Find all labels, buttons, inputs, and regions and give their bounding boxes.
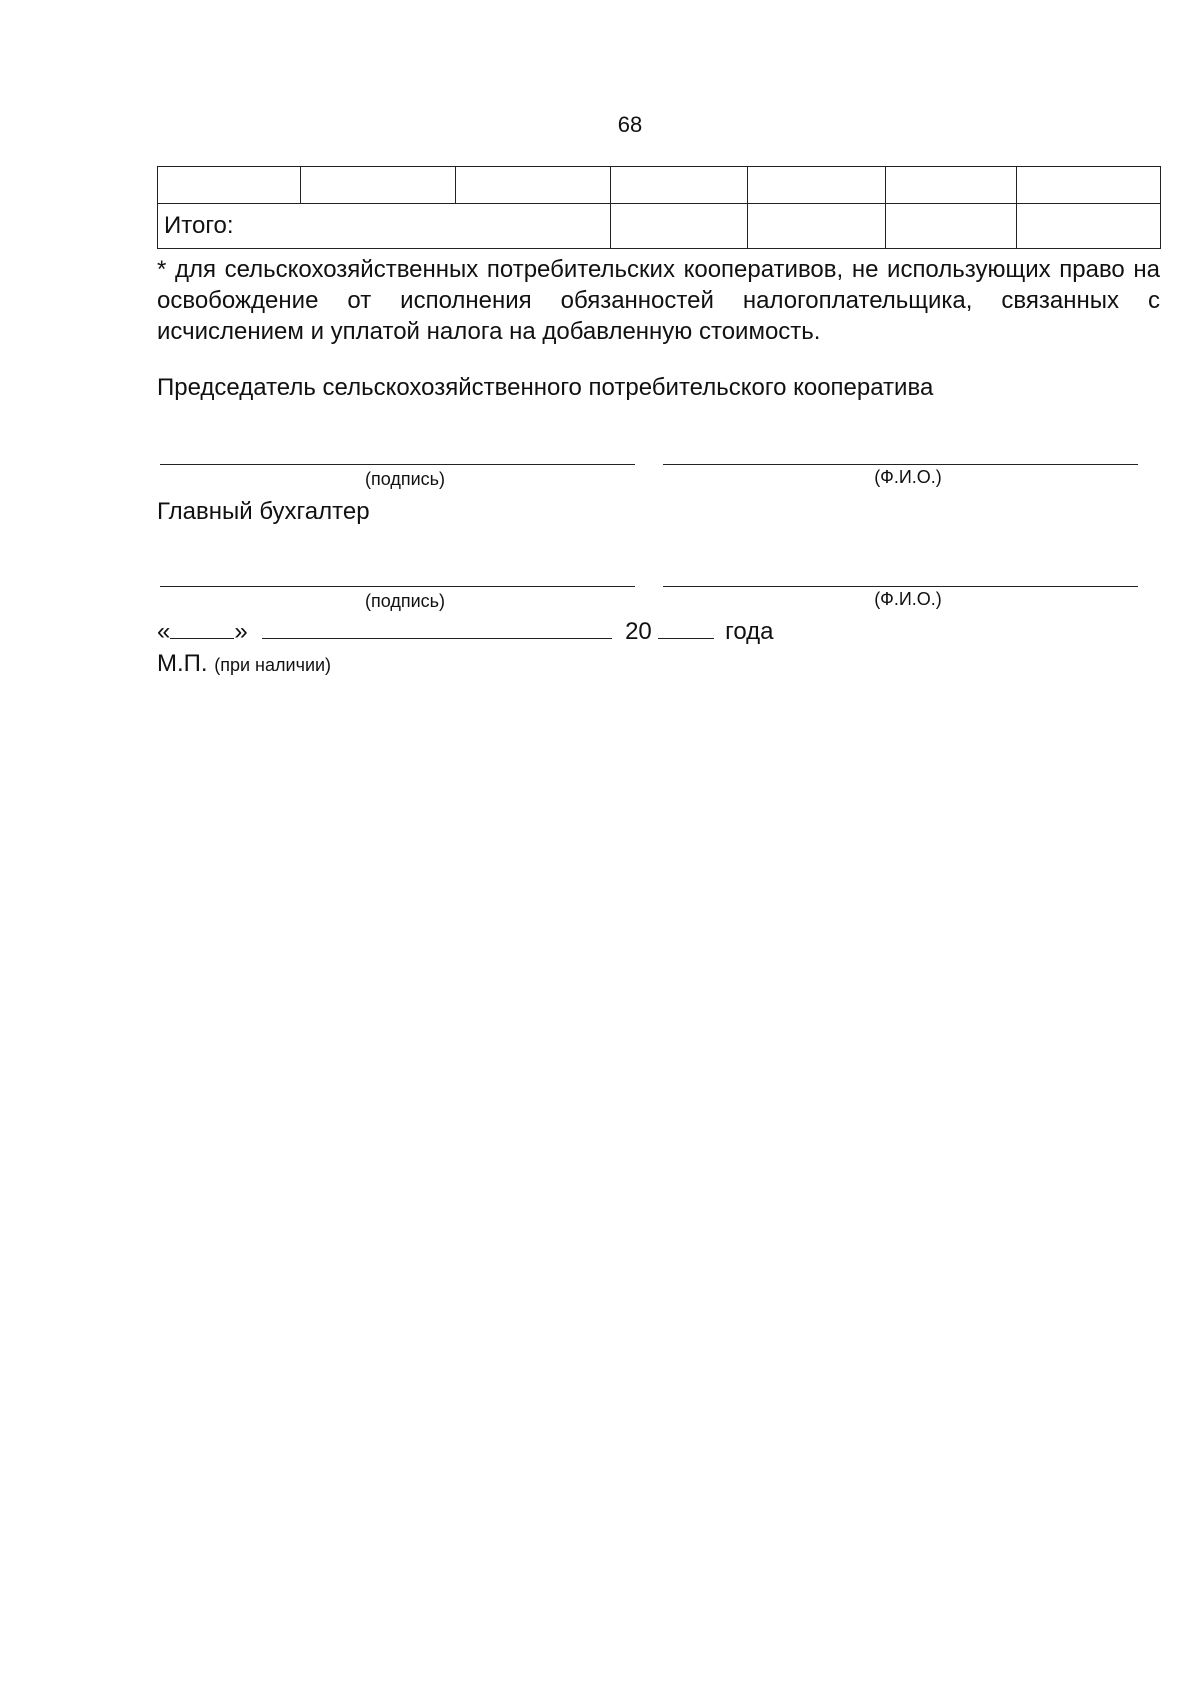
totals-table bbox=[157, 166, 1161, 249]
table-cell bbox=[456, 167, 611, 204]
page-number: 68 bbox=[617, 112, 643, 137]
date-line bbox=[157, 618, 774, 646]
table-cell bbox=[886, 167, 1017, 204]
table-cell bbox=[301, 167, 456, 204]
table-cell bbox=[748, 167, 886, 204]
accountant-signature-caption: (подпись) bbox=[364, 591, 446, 611]
chairman-name-caption: (Ф.И.О.) bbox=[874, 467, 942, 487]
year-blank bbox=[658, 618, 714, 639]
accountant-title: Главный бухгалтер bbox=[157, 498, 370, 525]
total-label: Итого: bbox=[158, 204, 611, 249]
table-cell bbox=[158, 167, 301, 204]
chairman-signature-line bbox=[160, 464, 635, 465]
chairman-name-line bbox=[663, 464, 1138, 465]
accountant-signature-line bbox=[160, 586, 635, 587]
month-blank bbox=[262, 618, 612, 639]
accountant-name-line bbox=[663, 586, 1138, 587]
footnote: * для сельскохозяйственных потребительских кооперативов, не использующих право на освобождение от исполнения обязанностей налогоплательщика, связанных с исчислением и уплатой налога на добавленную стоимость. bbox=[157, 256, 1160, 345]
table-cell bbox=[1017, 204, 1161, 249]
table-row bbox=[158, 167, 1161, 204]
stamp-place bbox=[157, 650, 331, 678]
table-cell bbox=[611, 204, 748, 249]
chairman-signature-caption: (подпись) bbox=[364, 469, 446, 489]
year-prefix: 20 bbox=[625, 618, 652, 645]
table-cell bbox=[611, 167, 748, 204]
stamp-label: М.П. bbox=[157, 650, 208, 677]
chairman-title: Председатель сельскохозяйственного потребительского кооператива bbox=[157, 374, 934, 401]
stamp-note: (при наличии) bbox=[214, 655, 332, 675]
table-cell bbox=[886, 204, 1017, 249]
day-blank bbox=[170, 618, 234, 639]
table-cell bbox=[748, 204, 886, 249]
date-open-quote: « bbox=[157, 618, 171, 645]
table-cell bbox=[1017, 167, 1161, 204]
table-row-total bbox=[158, 204, 1161, 249]
date-close-quote: » bbox=[234, 618, 248, 645]
year-suffix: года bbox=[725, 618, 774, 645]
accountant-name-caption: (Ф.И.О.) bbox=[874, 589, 942, 609]
